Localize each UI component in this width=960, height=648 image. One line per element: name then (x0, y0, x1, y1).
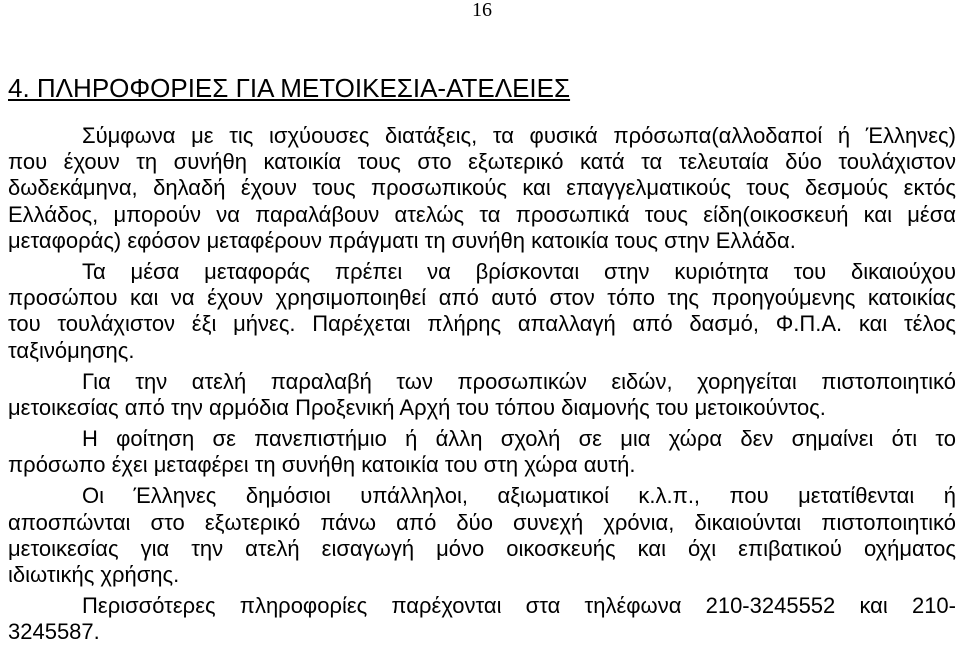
body-paragraph (8, 593, 956, 645)
text-line: Για την ατελή παραλαβή των προσωπικών ειδών, χορηγείται πιστοποιητικό (82, 368, 956, 394)
text-line: ιδιωτικής χρήσης. (8, 562, 180, 587)
text-line: Η φοίτηση σε πανεπιστήμιο ή άλλη σχολή σε μια χώρα δεν σημαίνει ότι το (82, 426, 956, 452)
body-paragraph (8, 123, 956, 254)
text-line: του τουλάχιστον έξι μήνες. Παρέχεται πλήρης απαλλαγή από δασμό, Φ.Π.Α. και τέλος (8, 311, 956, 337)
body-paragraph (8, 259, 956, 364)
text-line: Οι Έλληνες δημόσιοι υπάλληλοι, αξιωματικοί κ.λ.π., που μετατίθενται ή (82, 483, 956, 509)
text-line: μεταφοράς) εφόσον μεταφέρουν πράγματι τη συνήθη κατοικία τους στην Ελλάδα. (8, 227, 796, 253)
text-line: 3245587. (8, 619, 100, 645)
text-line: που έχουν τη συνήθη κατοικία τους στο εξωτερικό κατά τα τελευταία δύο τουλάχιστον (8, 149, 956, 175)
body-paragraph (8, 483, 956, 588)
text-line: Σύμφωνα με τις ισχύουσες διατάξεις, τα φυσικά πρόσωπα(αλλοδαποί ή Έλληνες) (82, 123, 956, 148)
text-line: αποσπώνται στο εξωτερικό πάνω από δύο συνεχή χρόνια, δικαιούνται πιστοποιητικό (8, 509, 956, 535)
text-line: Περισσότερες πληροφορίες παρέχονται στα τηλέφωνα 210-3245552 και 210- (82, 593, 956, 619)
text-line: δωδεκάμηνα, δηλαδή έχουν τους προσωπικούς και επαγγελματικούς τους δεσμούς εκτός (8, 175, 956, 201)
text-line: μετοικεσίας από την αρμόδια Προξενική Αρχή του τόπου διαμονής του μετοικούντος. (8, 394, 826, 420)
text-line: μετοικεσίας για την ατελή εισαγωγή μόνο οικοσκευής και όχι επιβατικού οχήματος (8, 535, 956, 561)
document-body (8, 123, 956, 646)
text-line: προσώπου και να έχουν χρησιμοποιηθεί από αυτό στον τόπο της προηγούμενης κατοικίας (8, 285, 956, 311)
text-line: πρόσωπο έχει μεταφέρει τη συνήθη κατοικία του στη χώρα αυτή. (8, 452, 636, 478)
body-paragraph (8, 426, 956, 478)
text-line: Ελλάδος, μπορούν να παραλάβουν ατελώς τα προσωπικά τους είδη(οικοσκευή και μέσα (8, 201, 956, 227)
text-line: ταξινόμησης. (8, 337, 135, 363)
section-heading: 4. ΠΛΗΡΟΦΟΡΙΕΣ ΓΙΑ ΜΕΤΟΙΚΕΣΙΑ-ΑΤΕΛΕΙΕΣ (8, 73, 571, 103)
text-line: Τα μέσα μεταφοράς πρέπει να βρίσκονται στην κυριότητα του δικαιούχου (82, 258, 956, 284)
page-number: 16 (472, 0, 492, 21)
body-paragraph (8, 369, 956, 421)
